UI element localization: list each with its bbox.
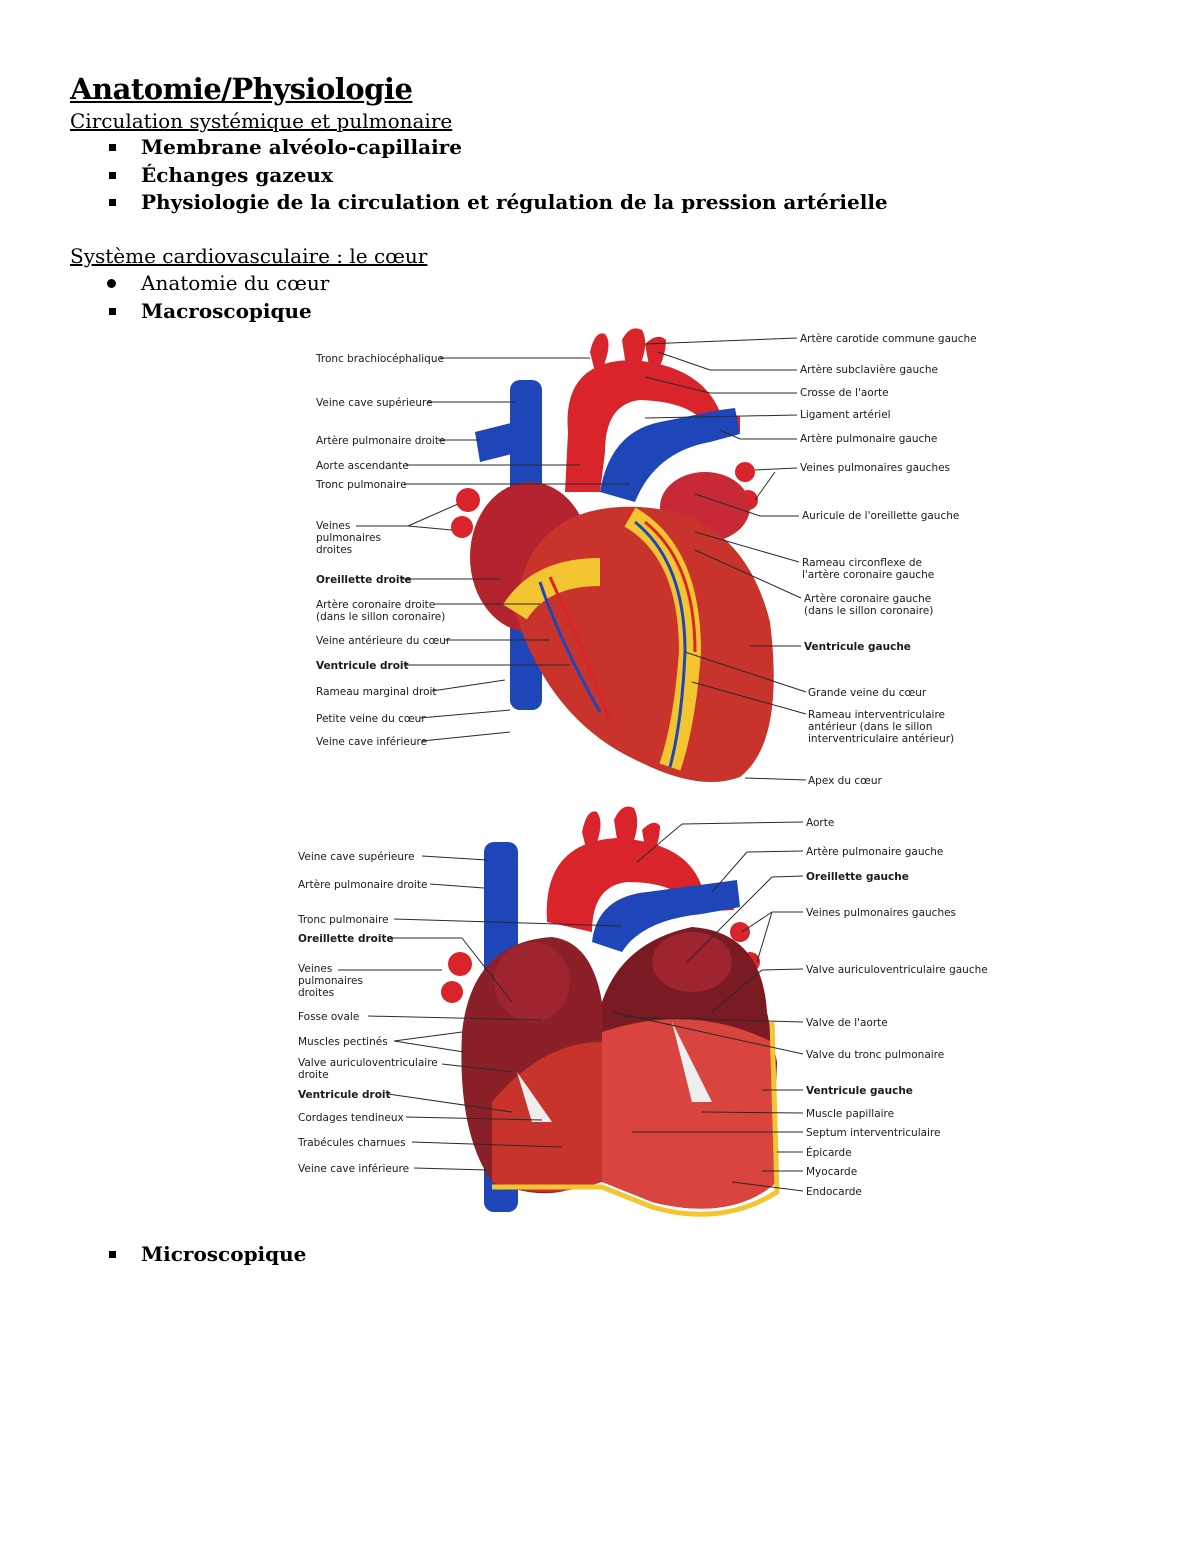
label: Artère pulmonaire gauche bbox=[806, 846, 944, 858]
list-item: Microscopique bbox=[100, 1241, 306, 1269]
square-bullet-icon bbox=[109, 1251, 116, 1258]
label: Fosse ovale bbox=[298, 1011, 360, 1023]
label: Veine cave supérieure bbox=[316, 397, 433, 409]
label: Ventricule gauche bbox=[804, 641, 911, 653]
label: Rameau marginal droit bbox=[316, 686, 437, 698]
heart-external-figure bbox=[300, 322, 980, 792]
label: Artère pulmonaire droite bbox=[316, 435, 446, 447]
label: Aorte ascendante bbox=[316, 460, 409, 472]
label: Artère coronaire droite bbox=[316, 599, 436, 611]
label: Rameau circonflexe de bbox=[802, 557, 922, 569]
section-heading-cardio: Système cardiovasculaire : le cœur bbox=[70, 244, 428, 268]
label: Tronc pulmonaire bbox=[298, 914, 389, 926]
label: Oreillette droite bbox=[316, 574, 412, 586]
label: Veine cave inférieure bbox=[316, 736, 428, 748]
page-title: Anatomie/Physiologie bbox=[70, 72, 413, 106]
label: Artère pulmonaire gauche bbox=[800, 433, 938, 445]
label: Rameau interventriculaire bbox=[808, 709, 946, 721]
label: Cordages tendineux bbox=[298, 1112, 404, 1124]
label: antérieur (dans le sillon bbox=[808, 721, 933, 733]
list-item: Macroscopique bbox=[100, 298, 329, 326]
label: Oreillette gauche bbox=[806, 871, 909, 883]
label: Muscles pectinés bbox=[298, 1036, 388, 1048]
label: Veines bbox=[316, 520, 351, 532]
label: Oreillette droite bbox=[298, 933, 394, 945]
label: (dans le sillon coronaire) bbox=[804, 605, 934, 617]
label: Grande veine du cœur bbox=[808, 687, 927, 699]
label: Aorte bbox=[806, 817, 835, 829]
square-bullet-icon bbox=[109, 144, 116, 151]
label: Valve auriculoventriculaire bbox=[298, 1057, 438, 1069]
label: Veine antérieure du cœur bbox=[316, 635, 451, 647]
label: Tronc brachiocéphalique bbox=[316, 353, 444, 365]
label: (dans le sillon coronaire) bbox=[316, 611, 446, 623]
label: pulmonaires bbox=[316, 532, 381, 544]
label: Valve auriculoventriculaire gauche bbox=[806, 964, 988, 976]
label: Apex du cœur bbox=[808, 775, 882, 787]
square-bullet-icon bbox=[109, 308, 116, 315]
section-heading-circulation: Circulation systémique et pulmonaire bbox=[70, 109, 453, 133]
label: Veine cave inférieure bbox=[298, 1163, 410, 1175]
label: Artère carotide commune gauche bbox=[800, 333, 977, 345]
label: pulmonaires bbox=[298, 975, 363, 987]
label: Trabécules charnues bbox=[298, 1137, 406, 1149]
label: Artère subclavière gauche bbox=[800, 364, 938, 376]
label: Septum interventriculaire bbox=[806, 1127, 941, 1139]
label: interventriculaire antérieur) bbox=[808, 733, 955, 745]
list-item: Membrane alvéolo-capillaire bbox=[100, 134, 888, 162]
list-item: Physiologie de la circulation et régulation de la pression artérielle bbox=[100, 189, 888, 217]
heart-external-illustration bbox=[451, 328, 774, 782]
label: Ligament artériel bbox=[800, 409, 891, 421]
label: Épicarde bbox=[806, 1147, 852, 1159]
list-item: Échanges gazeux bbox=[100, 162, 888, 190]
label: Auricule de l'oreillette gauche bbox=[802, 510, 960, 522]
label: l'artère coronaire gauche bbox=[802, 569, 935, 581]
label: Veines bbox=[298, 963, 333, 975]
label: droites bbox=[316, 544, 353, 556]
label: Petite veine du cœur bbox=[316, 713, 426, 725]
label: Artère coronaire gauche bbox=[804, 593, 932, 605]
heart-section-figure bbox=[292, 802, 992, 1242]
label: Ventricule gauche bbox=[806, 1085, 913, 1097]
label: Ventricule droit bbox=[316, 660, 409, 672]
label: Tronc pulmonaire bbox=[316, 479, 407, 491]
square-bullet-icon bbox=[109, 172, 116, 179]
list-micro bbox=[100, 1241, 306, 1269]
label: Endocarde bbox=[806, 1186, 862, 1198]
square-bullet-icon bbox=[109, 199, 116, 206]
list-item: Anatomie du cœur bbox=[100, 270, 329, 298]
list-circulation bbox=[100, 134, 888, 217]
label: Muscle papillaire bbox=[806, 1108, 895, 1120]
label: Artère pulmonaire droite bbox=[298, 879, 428, 891]
label: Veines pulmonaires gauches bbox=[806, 907, 957, 919]
label: droites bbox=[298, 987, 335, 999]
label: Veine cave supérieure bbox=[298, 851, 415, 863]
list-cardio bbox=[100, 270, 329, 325]
label: Crosse de l'aorte bbox=[800, 387, 889, 399]
label: Ventricule droit bbox=[298, 1089, 391, 1101]
label: Valve de l'aorte bbox=[806, 1017, 888, 1029]
label: droite bbox=[298, 1069, 329, 1081]
label: Veines pulmonaires gauches bbox=[800, 462, 951, 474]
round-bullet-icon bbox=[107, 279, 116, 288]
label: Valve du tronc pulmonaire bbox=[806, 1049, 945, 1061]
label: Myocarde bbox=[806, 1166, 858, 1178]
heart-section-illustration bbox=[441, 807, 777, 1215]
